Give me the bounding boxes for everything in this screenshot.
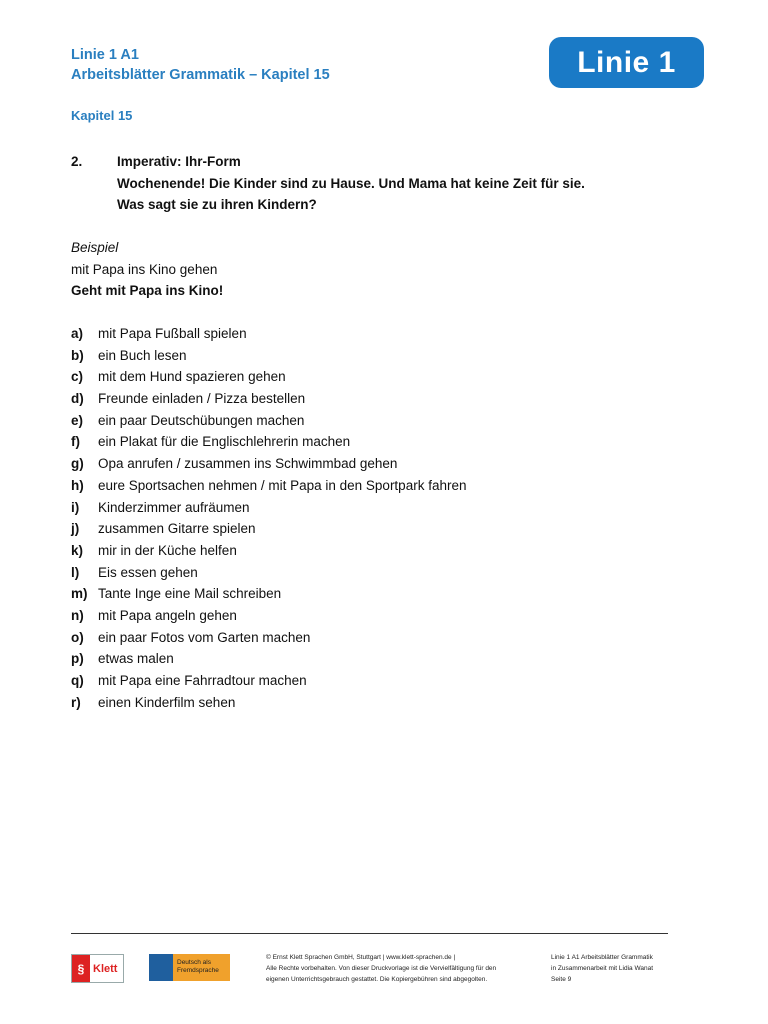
item-letter: g) bbox=[71, 456, 84, 472]
daf-logo-text: Deutsch als Fremdsprache bbox=[173, 954, 230, 981]
example-prompt: mit Papa ins Kino gehen bbox=[71, 261, 218, 277]
item-text: ein paar Fotos vom Garten machen bbox=[98, 629, 311, 645]
exercise-instruction-1: Wochenende! Die Kinder sind zu Hause. Und Mama hat keine Zeit für sie. bbox=[117, 175, 585, 191]
item-letter: r) bbox=[71, 694, 81, 710]
klett-logo bbox=[71, 954, 124, 983]
item-letter: j) bbox=[71, 521, 80, 537]
item-text: Freunde einladen / Pizza bestellen bbox=[98, 391, 306, 407]
page-number: Seite 9 bbox=[551, 976, 572, 983]
item-letter: i) bbox=[71, 499, 80, 515]
item-text: einen Kinderfilm sehen bbox=[98, 694, 236, 710]
linie1-logo bbox=[549, 37, 704, 88]
item-letter: d) bbox=[71, 391, 84, 407]
exercise-title: Imperativ: Ihr-Form bbox=[117, 154, 241, 169]
footer-author: in Zusammenarbeit mit Lidia Wanat bbox=[551, 965, 653, 972]
item-letter: h) bbox=[71, 477, 84, 493]
item-letter: c) bbox=[71, 369, 84, 385]
item-letter: b) bbox=[71, 347, 84, 363]
klett-icon: § bbox=[72, 955, 90, 982]
item-letter: m) bbox=[71, 586, 88, 602]
item-letter: p) bbox=[71, 651, 84, 667]
exercise-instruction-2: Was sagt sie zu ihren Kindern? bbox=[117, 197, 317, 212]
item-text: mit Papa eine Fahrradtour machen bbox=[98, 673, 307, 688]
copyright-line: Alle Rechte vorbehalten. Von dieser Druckvorlage ist die Vervielfältigung für den bbox=[266, 965, 497, 972]
item-text: Opa anrufen / zusammen ins Schwimmbad gehen bbox=[98, 456, 398, 472]
item-text: Eis essen gehen bbox=[98, 564, 198, 580]
item-text: mit dem Hund spazieren gehen bbox=[98, 369, 286, 385]
item-letter: a) bbox=[71, 326, 84, 341]
item-letter: e) bbox=[71, 412, 84, 428]
item-text: Tante Inge eine Mail schreiben bbox=[98, 586, 282, 602]
item-text: etwas malen bbox=[98, 651, 174, 667]
item-letter: f) bbox=[71, 434, 80, 450]
exercise-number: 2. bbox=[71, 154, 83, 169]
item-text: ein Buch lesen bbox=[98, 347, 187, 363]
item-text: zusammen Gitarre spielen bbox=[98, 521, 256, 537]
item-letter: o) bbox=[71, 629, 84, 645]
item-text: ein paar Deutschübungen machen bbox=[98, 412, 305, 428]
footer-divider bbox=[71, 933, 668, 934]
chapter-heading: Kapitel 15 bbox=[71, 108, 133, 123]
item-text: mir in der Küche helfen bbox=[98, 542, 237, 558]
header-subtitle: Arbeitsblätter Grammatik – Kapitel 15 bbox=[71, 67, 330, 83]
header-title: Linie 1 A1 bbox=[71, 47, 139, 63]
item-text: Kinderzimmer aufräumen bbox=[98, 499, 250, 515]
footer-copyright bbox=[266, 952, 526, 985]
item-letter: k) bbox=[71, 542, 84, 558]
daf-logo bbox=[149, 954, 230, 981]
example-block bbox=[71, 237, 223, 302]
item-text: mit Papa angeln gehen bbox=[98, 607, 237, 623]
example-label: Beispiel bbox=[71, 240, 119, 255]
logo-text: Linie 1 bbox=[577, 45, 676, 79]
klett-logo-text: Klett bbox=[93, 962, 118, 975]
footer-info bbox=[551, 952, 681, 985]
item-letter: q) bbox=[71, 673, 84, 688]
example-answer: Geht mit Papa ins Kino! bbox=[71, 283, 224, 298]
copyright-line: eigenen Unterrichtsgebrauch gestattet. Die Kopiergebühren sind abgegolten. bbox=[266, 976, 488, 983]
item-text: ein Plakat für die Englischlehrerin machen bbox=[98, 434, 351, 450]
copyright-line: © Ernst Klett Sprachen GmbH, Stuttgart | www.klett-sprachen.de | bbox=[266, 954, 456, 961]
item-text: mit Papa Fußball spielen bbox=[98, 326, 247, 341]
footer-book-title: Linie 1 A1 Arbeitsblätter Grammatik bbox=[551, 954, 653, 961]
item-letter: n) bbox=[71, 607, 84, 623]
daf-logo-mark bbox=[149, 954, 173, 981]
item-text: eure Sportsachen nehmen / mit Papa in den Sportpark fahren bbox=[98, 477, 467, 493]
item-letter: l) bbox=[71, 564, 80, 580]
